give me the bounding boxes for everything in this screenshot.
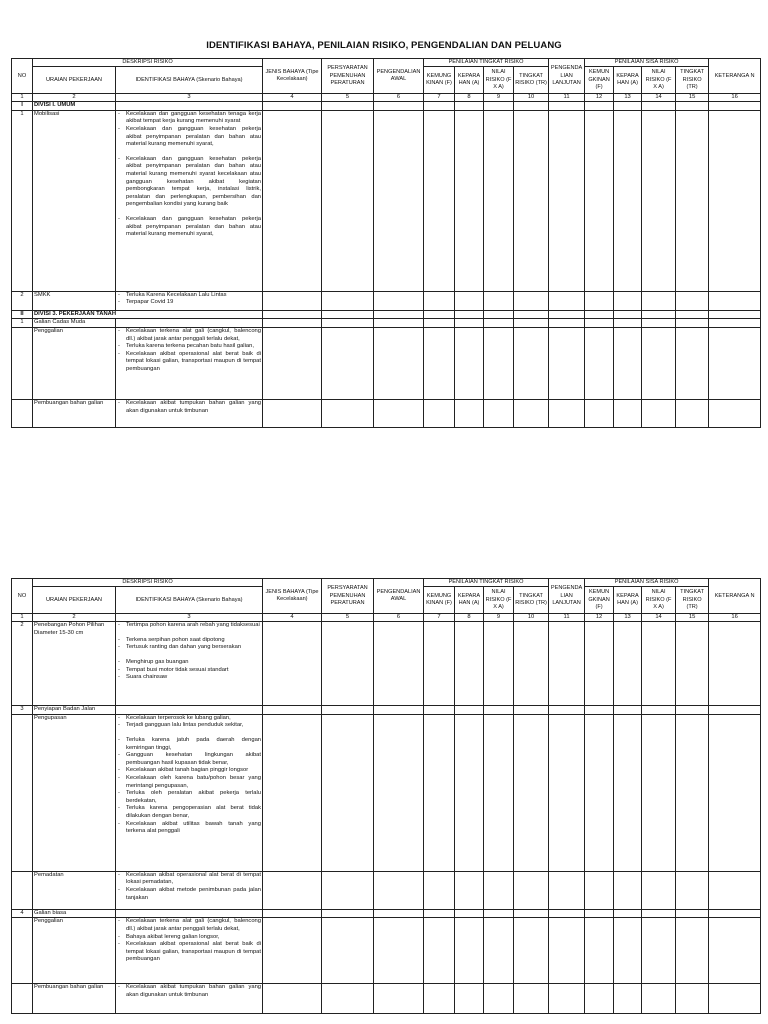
- table-row: [12, 714, 761, 871]
- work-description: SMKK: [33, 291, 116, 310]
- column-number-row: [12, 94, 761, 102]
- hazard-item: - Terkena serpihan pohon saat dipotong: [117, 637, 261, 645]
- hazard-item: - Kecelakaan akibat tumpukan bahan galian yang akan digunakan untuk timbunan: [117, 400, 261, 415]
- header-deskripsi: DESKRIPSI RISIKO: [33, 59, 263, 67]
- hazard-item: - Kecelakaan akibat tanah bagian pinggir longsor: [117, 767, 261, 775]
- division-label: DIVISI I. UMUM: [33, 102, 116, 111]
- row-no: 3: [12, 706, 33, 715]
- hazard-item: - Kecelakaan terperosok ke lubang galian,: [117, 715, 261, 723]
- hazard-item: - Kecelakaan dan gangguan kesehatan tenaga kerja akibat tempat kerja kurang memenuhi syarat: [117, 111, 261, 126]
- header-keparahan-sisa: KEPARA HAN (A): [614, 67, 642, 94]
- col-num: 15: [676, 614, 709, 622]
- col-num: 11: [549, 614, 585, 622]
- col-num: 14: [642, 614, 676, 622]
- col-num: 12: [585, 94, 614, 102]
- hazard-item: - Terluka Karena Kecelakaan Lalu Lintas: [117, 292, 261, 300]
- header-identifikasi: IDENTIFIKASI BAHAYA (Skenario Bahaya): [116, 67, 263, 94]
- col-num: 4: [263, 614, 322, 622]
- work-description: Galian biasa: [33, 909, 116, 918]
- col-num: 9: [484, 94, 514, 102]
- hazard-list-cell: [116, 110, 263, 291]
- hazard-list-cell: [116, 918, 263, 984]
- hazard-item: - Gangguan kesehatan lingkungan akibat pembuangan hasil kupasan tidak benar,: [117, 752, 261, 767]
- header-kemungkinan: KEMUNG KINAN (F): [424, 67, 455, 94]
- header-keparahan-sisa: KEPARA HAN (A): [614, 587, 642, 614]
- col-num: 2: [33, 614, 116, 622]
- row-no: 2: [12, 291, 33, 310]
- header-tingkat: TINGKAT RISIKO (TR): [514, 587, 549, 614]
- header-pengendalian-lanjutan: PENGENDA LIAN LANJUTAN: [549, 579, 585, 614]
- hazard-item: - Terpapar Covid 19: [117, 299, 261, 307]
- hazard-list-cell: [116, 291, 263, 310]
- hazard-item: - Kecelakaan oleh karena batu/pohon besar yang merintangi pengupasan,: [117, 775, 261, 790]
- col-num: 13: [614, 94, 642, 102]
- column-number-row: [12, 614, 761, 622]
- hazard-item: - Bahaya akibat lereng galian longsor,: [117, 934, 261, 942]
- header-uraian: URAIAN PEKERJAAN: [33, 587, 116, 614]
- hazard-item: - Kecelakaan akibat operasional alat berat baik di tempat lokasi galian, transportasi maupun di tempat pembuangan: [117, 351, 261, 374]
- header-penilaian-sisa: PENILAIAN SISA RISIKO: [585, 579, 709, 587]
- row-no: 1: [12, 319, 33, 328]
- col-num: 3: [116, 94, 263, 102]
- header-tingkat-sisa: TINGKAT RISIKO (TR): [676, 67, 709, 94]
- col-num: 11: [549, 94, 585, 102]
- hazard-item: - Kecelakaan akibat metode penimbunan pada jalan tanjakan: [117, 887, 261, 902]
- table-row: [12, 984, 761, 1014]
- col-num: 15: [676, 94, 709, 102]
- header-pengendalian-awal: PENGENDALIAN AWAL: [374, 59, 424, 94]
- col-num: 7: [424, 614, 455, 622]
- header-kemungkinan: KEMUNG KINAN (F): [424, 587, 455, 614]
- header-nilai: NILAI RISIKO (F X A): [484, 67, 514, 94]
- col-num: 5: [322, 94, 374, 102]
- risk-table-page-1: [11, 58, 761, 428]
- hazard-list-cell: [116, 399, 263, 427]
- table-row: [12, 871, 761, 909]
- table-row: [12, 319, 761, 328]
- table-row: [12, 399, 761, 427]
- col-num: 1: [12, 614, 33, 622]
- hazard-item: - Kecelakaan dan gangguan kesehatan pekerja akibat penyimpanan peralatan dan bahan atau material kurang memenuhi syarat kecelakaan atau gangguan kesehatan akibat kegiatan pembongkaran tempat kerja, instalasi listrik, peralatan dan perlengkapan, pembersihan dan pengembalian kondisi yang kurang baik: [117, 156, 261, 209]
- header-nilai-sisa: NILAI RISIKO (F X A): [642, 587, 676, 614]
- header-keterangan: KETERANGA N: [709, 579, 761, 614]
- hazard-item: - Tempat busi motor tidak sesuai standart: [117, 667, 261, 675]
- work-description: Penebangan Pohon Pilihan Diameter 15-30 cm: [33, 622, 116, 706]
- header-uraian: URAIAN PEKERJAAN: [33, 67, 116, 94]
- col-num: 16: [709, 94, 761, 102]
- col-num: 7: [424, 94, 455, 102]
- table-row: [12, 291, 761, 310]
- col-num: 16: [709, 614, 761, 622]
- hazard-item: - Terluka karena jatuh pada daerah dengan kemiringan tinggi,: [117, 737, 261, 752]
- header-jenis: JENIS BAHAYA (Tipe Kecelakaan): [263, 59, 322, 94]
- header-keterangan: KETERANGA N: [709, 59, 761, 94]
- hazard-item: - Suara chainsaw: [117, 674, 261, 682]
- hazard-item: - Kecelakaan terkena alat gali (cangkul, balencong dll.) akibat jarak antar penggali terlalu dekat,: [117, 328, 261, 343]
- header-tingkat: TINGKAT RISIKO (TR): [514, 67, 549, 94]
- hazard-list-cell: [116, 622, 263, 706]
- hazard-item: - Terluka oleh peralatan akibat pekerja terlalu berdekatan,: [117, 790, 261, 805]
- hazard-item: - Terjadi gangguan lalu lintas penduduk sekitar,: [117, 722, 261, 730]
- hazard-item: - Kecelakaan terkena alat gali (cangkul, balencong dll.) akibat jarak antar penggali terlalu dekat,: [117, 918, 261, 933]
- table-row: [12, 102, 761, 111]
- header-no: NO: [12, 59, 33, 94]
- header-tingkat-sisa: TINGKAT RISIKO (TR): [676, 587, 709, 614]
- header-pengendalian-awal: PENGENDALIAN AWAL: [374, 579, 424, 614]
- header-no: NO: [12, 579, 33, 614]
- hazard-item: - Kecelakaan dan gangguan kesehatan pekerja akibat penyimpanan peralatan dan bahan atau material kurang memenuhi syarat,: [117, 216, 261, 239]
- document-title: IDENTIFIKASI BAHAYA, PENILAIAN RISIKO, PENGENDALIAN DAN PELUANG: [206, 40, 562, 51]
- hazard-item: - Tertimpa pohon karena arah rebah yang tidaksesuai: [117, 622, 261, 630]
- risk-table-page-2: [11, 578, 761, 1014]
- header-kemungkinan-sisa: KEMUN GKINAN (F): [585, 587, 614, 614]
- table-row: [12, 706, 761, 715]
- hazard-item: - Tertusuk ranting dan dahan yang berserakan: [117, 644, 261, 652]
- table-row: [12, 909, 761, 918]
- row-no: 1: [12, 110, 33, 291]
- work-description: Pemadatan: [33, 871, 116, 909]
- header-penilaian-sisa: PENILAIAN SISA RISIKO: [585, 59, 709, 67]
- table-row: [12, 310, 761, 319]
- work-description: Penyiapan Badan Jalan: [33, 706, 116, 715]
- work-description: Mobilisasi: [33, 110, 116, 291]
- header-kemungkinan-sisa: KEMUN GKINAN (F): [585, 67, 614, 94]
- work-description: Penggalian: [33, 918, 116, 984]
- hazard-list-cell: [116, 714, 263, 871]
- header-jenis: JENIS BAHAYA (Tipe Kecelakaan): [263, 579, 322, 614]
- row-no: II: [12, 310, 33, 319]
- col-num: 8: [455, 94, 484, 102]
- table-row: [12, 327, 761, 399]
- col-num: 9: [484, 614, 514, 622]
- col-num: 1: [12, 94, 33, 102]
- header-nilai: NILAI RISIKO (F X A): [484, 587, 514, 614]
- hazard-item: - Terluka karena terkena pecahan batu hasil galian,: [117, 343, 261, 351]
- col-num: 2: [33, 94, 116, 102]
- col-num: 5: [322, 614, 374, 622]
- col-num: 10: [514, 94, 549, 102]
- table-row: [12, 622, 761, 706]
- work-description: Pembuangan bahan galian: [33, 984, 116, 1014]
- hazard-item: - Kecelakaan akibat operasional alat berat di tempat lokasi pemadatan,: [117, 872, 261, 887]
- col-num: 13: [614, 614, 642, 622]
- hazard-item: - Kecelakaan dan gangguan kesehatan pekerja akibat penyimpanan peralatan dan bahan atau material kurang memenuhi syarat,: [117, 126, 261, 149]
- hazard-list-cell: [116, 984, 263, 1014]
- hazard-item: - Terluka karena pengoperasian alat berat tidak dilakukan dengan benar,: [117, 805, 261, 820]
- header-keparahan: KEPARA HAN (A): [455, 67, 484, 94]
- header-penilaian-tingkat: PENILAIAN TINGKAT RISIKO: [424, 59, 549, 67]
- work-description: Penggalian: [33, 327, 116, 399]
- header-nilai-sisa: NILAI RISIKO (F X A): [642, 67, 676, 94]
- col-num: 6: [374, 94, 424, 102]
- header-penilaian-tingkat: PENILAIAN TINGKAT RISIKO: [424, 579, 549, 587]
- header-identifikasi: IDENTIFIKASI BAHAYA (Skenario Bahaya): [116, 587, 263, 614]
- col-num: 14: [642, 94, 676, 102]
- work-description: Pembuangan bahan galian: [33, 399, 116, 427]
- col-num: 3: [116, 614, 263, 622]
- header-pengendalian-lanjutan: PENGENDA LIAN LANJUTAN: [549, 59, 585, 94]
- header-keparahan: KEPARA HAN (A): [455, 587, 484, 614]
- work-description: Pengupasan: [33, 714, 116, 871]
- hazard-item: - Kecelakaan akibat operasional alat berat baik di tempat lokasi galian, transportasi maupun di tempat pembuangan: [117, 941, 261, 964]
- hazard-list-cell: [116, 327, 263, 399]
- row-no: 2: [12, 622, 33, 706]
- table-row: [12, 110, 761, 291]
- row-no: 4: [12, 909, 33, 918]
- hazard-list-cell: [116, 871, 263, 909]
- hazard-item: - Menghirup gas buangan: [117, 659, 261, 667]
- col-num: 8: [455, 614, 484, 622]
- header-persyaratan: PERSYARATAN PEMENUHAN PERATURAN: [322, 59, 374, 94]
- work-description: Galian Cadas Muda: [33, 319, 116, 328]
- table-row: [12, 918, 761, 984]
- header-deskripsi: DESKRIPSI RISIKO: [33, 579, 263, 587]
- col-num: 12: [585, 614, 614, 622]
- hazard-item: - Kecelakaan akibat utilitas bawah tanah yang terkena alat penggali: [117, 821, 261, 836]
- header-persyaratan: PERSYARATAN PEMENUHAN PERATURAN: [322, 579, 374, 614]
- hazard-item: - Kecelakaan akibat tumpukan bahan galian yang akan digunakan untuk timbunan: [117, 984, 261, 999]
- row-no: I: [12, 102, 33, 111]
- division-label: DIVISI 3. PEKERJAAN TANAH: [33, 310, 263, 319]
- col-num: 10: [514, 614, 549, 622]
- col-num: 6: [374, 614, 424, 622]
- col-num: 4: [263, 94, 322, 102]
